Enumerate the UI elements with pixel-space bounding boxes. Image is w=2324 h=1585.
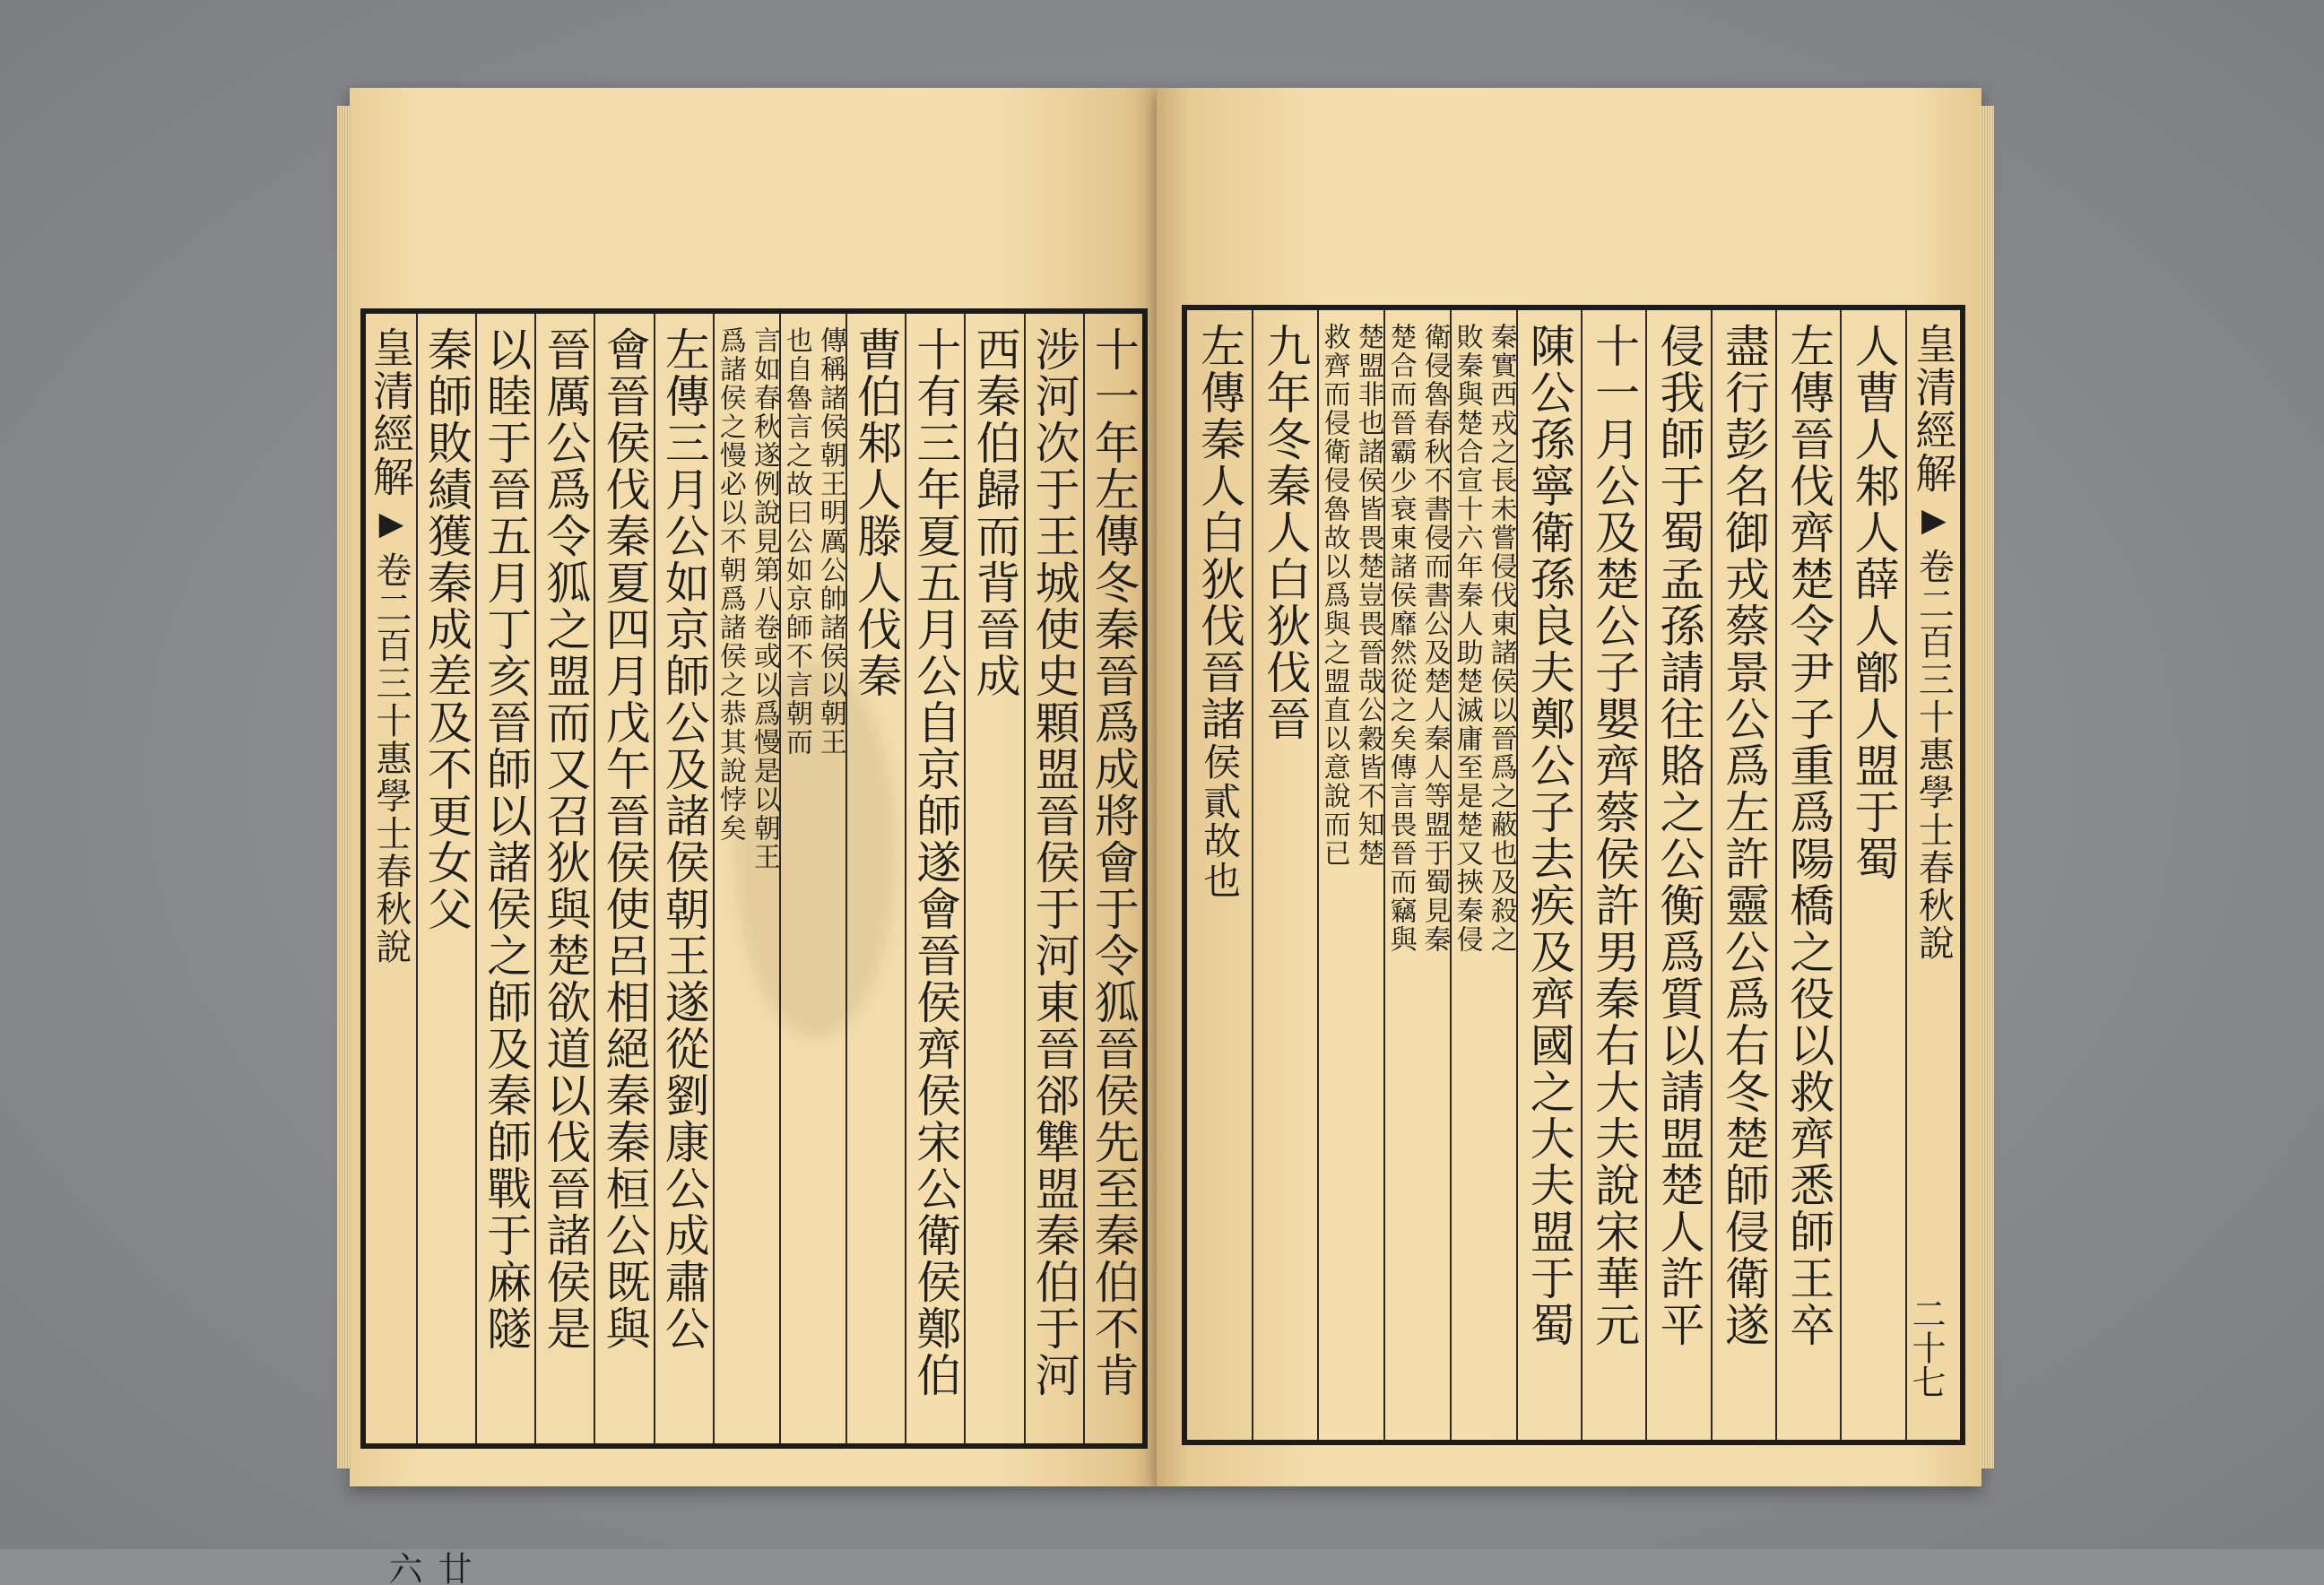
commentary-pair [1319, 323, 1383, 1440]
spine-separator: ▶ [1915, 502, 1953, 541]
spine-volume: 卷二百三十 [369, 551, 412, 740]
text-column [845, 314, 905, 1443]
column-text: 陳公孫寧衛孫良夫鄭公子去疾及齊國之大夫盟于蜀 [1522, 323, 1575, 1348]
left-page [350, 88, 1157, 1585]
commentary-pair [1452, 323, 1516, 1440]
text-column [594, 314, 653, 1443]
text-column [1840, 310, 1904, 1440]
spine-text-block [367, 326, 415, 1443]
mixed-column [1192, 323, 1246, 1440]
text-column [1187, 310, 1252, 1440]
column-text-tail: 侯貳故也 [1198, 742, 1243, 900]
text-column [654, 314, 713, 1443]
column-text: 十一月公及楚公子嬰齊蔡侯許男秦右大夫說宋華元 [1588, 323, 1641, 1348]
commentary-pair [715, 326, 779, 1443]
column-text: 十有三年夏五月公自京師遂會晉侯齊侯宋公衛侯鄭伯 [909, 326, 962, 1399]
text-column [416, 314, 475, 1443]
spine-author: 惠學士春秋說 [1912, 736, 1955, 962]
spine-column [1905, 310, 1960, 1440]
column-text: 九年冬秦人白狄伐晉 [1259, 323, 1312, 742]
text-column [475, 314, 534, 1443]
column-text: 晉厲公爲令狐之盟而又召狄與楚欲道以伐晉諸侯是 [539, 326, 592, 1352]
spine-author: 惠學士春秋說 [369, 740, 412, 966]
text-column [1383, 310, 1450, 1440]
commentary-line: 楚合而晉霸少衰東諸侯靡然從之矣傳言畏晉而竊與 [1384, 323, 1417, 954]
text-column [1450, 310, 1516, 1440]
right-columns [1187, 310, 1960, 1440]
text-column [1317, 310, 1383, 1440]
column-text: 曹伯邾人滕人伐秦 [850, 326, 903, 699]
text-column [779, 314, 845, 1443]
text-column [1775, 310, 1840, 1440]
page-number: 二十七 [1906, 1296, 1946, 1399]
text-column [964, 314, 1023, 1443]
left-columns [366, 314, 1142, 1443]
page-stack-edge [1980, 106, 1994, 1468]
spine-title: 皇清經解 [366, 326, 415, 498]
spine-title: 皇清經解 [1909, 323, 1958, 495]
right-text-frame [1182, 305, 1965, 1445]
column-text: 涉河次于王城使史顆盟晉侯于河東晉郤犨盟秦伯于河 [1028, 326, 1080, 1399]
spine-separator: ▶ [372, 506, 410, 544]
commentary-line: 傳稱諸侯朝王明厲公帥諸侯以朝王 [814, 326, 846, 757]
column-text: 西秦伯歸而背晉成 [968, 326, 1021, 699]
page-stack-edge [337, 106, 351, 1468]
text-column [1252, 310, 1316, 1440]
commentary-line: 敗秦與楚合宣十六年秦人助楚滅庸至是楚又挾秦侵 [1451, 323, 1483, 954]
text-column [905, 314, 964, 1443]
text-column [1083, 314, 1142, 1443]
column-text: 左傳三月公如京師公及諸侯朝王遂從劉康公成肅公 [657, 326, 710, 1352]
column-text: 盡行彭名御戎蔡景公爲左許靈公爲右冬楚師侵衛遂 [1717, 323, 1770, 1348]
column-text: 人曹人邾人薛人鄫人盟于蜀 [1847, 323, 1900, 882]
column-text: 以睦于晉五月丁亥晉師以諸侯之師及秦師戰于麻隧 [480, 326, 533, 1352]
commentary-line: 救齊而侵衛侵魯故以爲與之盟直以意說而已 [1318, 323, 1350, 868]
right-page [1157, 88, 1981, 1486]
text-column [1645, 310, 1710, 1440]
commentary-line: 爲諸侯之慢必以不朝爲諸侯之恭其說悖矣 [714, 326, 746, 843]
column-text: 左傳晉伐齊楚令尹子重爲陽橋之役以救齊悉師王卒 [1782, 323, 1835, 1348]
spine-column [366, 314, 416, 1443]
commentary-line: 秦實西戎之長未嘗侵伐東諸侯以晉爲之蔽也及殺之 [1485, 323, 1517, 954]
commentary-line: 衛侵魯春秋不書侵而書公及楚人秦人等盟于蜀見秦 [1418, 323, 1451, 954]
left-text-frame [360, 308, 1148, 1585]
column-text: 秦師敗績獲秦成差及不更女父 [420, 326, 473, 932]
spine-text-block [1909, 323, 1957, 1440]
column-text: 十一年左傳冬秦晉爲成將會于令狐晉侯先至秦伯不肯 [1087, 326, 1140, 1399]
text-column [1581, 310, 1645, 1440]
page-number: 廿六 [383, 1551, 472, 1585]
commentary-line: 也自魯言之故曰公如京師不言朝而 [780, 326, 812, 757]
spine-volume: 卷二百三十 [1912, 548, 1955, 736]
text-column [1516, 310, 1581, 1440]
commentary-line: 楚盟非也諸侯皆畏楚豈畏晉哉公穀皆不知楚 [1352, 323, 1384, 868]
text-column [1711, 310, 1775, 1440]
commentary-pair [1385, 323, 1450, 1440]
commentary-pair [781, 326, 845, 1443]
text-column [534, 314, 594, 1443]
column-text: 會晉侯伐秦夏四月戊午晉侯使呂相絕秦秦桓公既與 [598, 326, 651, 1352]
commentary-line: 言如春秋遂例說見第八卷或以爲慢是以朝王 [748, 326, 780, 871]
open-book [350, 88, 1981, 1585]
text-column [1024, 314, 1083, 1443]
text-column [713, 314, 779, 1443]
column-text: 侵我師于蜀孟孫請往賂之公衡爲質以請盟楚人許平 [1652, 323, 1705, 1348]
column-text: 左傳秦人白狄伐晉諸 [1193, 323, 1246, 742]
